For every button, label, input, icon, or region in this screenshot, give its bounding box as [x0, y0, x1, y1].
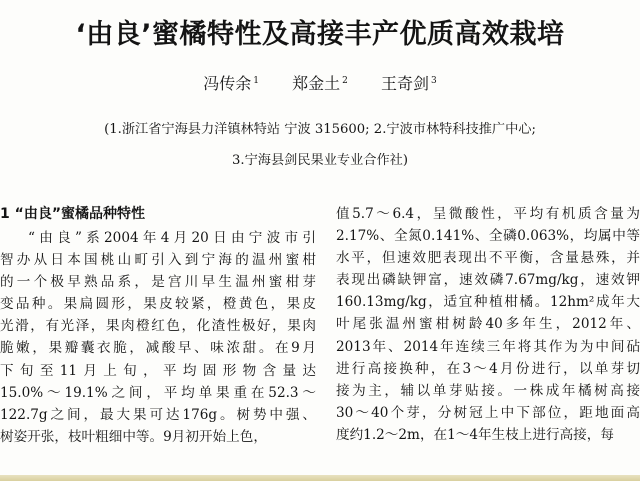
author-name: 郑金土	[292, 74, 341, 93]
body-text-line: 值5.7～6.4，呈微酸性，平均有机质含量为	[336, 206, 640, 222]
author	[203, 71, 259, 94]
author	[381, 71, 437, 94]
body-text-line: 接为主，辅以单芽贴接。一株成年橘树高接	[336, 382, 640, 399]
body-text-line: 30～40个芽，分树冠上中下部位，距地面高	[336, 404, 640, 421]
body-text-line: 下旬至11月上旬，平均固形物含量达	[0, 362, 316, 379]
right-column	[336, 203, 640, 446]
section-heading: 1 “由良”蜜橘品种特性	[0, 206, 146, 222]
author-name: 王奇剑	[380, 74, 429, 93]
body-text-line: “由良”系2004年4月20日由宁波市引	[28, 230, 316, 246]
article-title: ‘由良’蜜橘特性及高接丰产优质高效栽培	[75, 19, 565, 50]
body-text-line: 水平，但速效肥表现出不平衡，含量悬殊，并	[336, 250, 640, 267]
author-affiliation-mark: 1	[253, 76, 260, 86]
body-text-line: 叶尾张温州蜜柑树龄40多年生，2012年、	[336, 316, 640, 333]
body-text-line: 的一个极早熟品系，是宫川早生温州蜜柑芽	[0, 274, 316, 291]
author-affiliation-mark: 2	[342, 76, 348, 86]
page-bottom-border	[0, 475, 640, 481]
body-text-line: 进行高接换种，在3～4月份进行，以单芽切	[336, 360, 640, 377]
body-text-line: 脆嫩，果瓣囊衣脆，减酸早、味浓甜。在9月	[0, 340, 316, 357]
author-list	[0, 71, 640, 94]
body-text-line: 122.7g之间，最大果可达176g。树势中强、	[0, 406, 316, 423]
author	[292, 71, 348, 94]
body-text-line: 变品种。果扁圆形，果皮较紧，橙黄色，果皮	[0, 296, 316, 313]
author-affiliation-mark: 3	[430, 76, 437, 86]
left-column	[0, 203, 316, 448]
body-text-line: 2.17%、全氮0.141%、全磷0.063%，均属中等	[336, 228, 640, 245]
body-text-line: 表现出磷缺钾富，速效磷7.67mg/kg，速效钾	[336, 272, 640, 289]
body-text-line: 光滑，有光泽，果肉橙红色，化渣性极好，果肉	[0, 318, 316, 335]
body-text-line: 树姿开张，枝叶粗细中等。9月初开始上色，	[0, 428, 267, 445]
body-text-line: 度约1.2～2m，在1～4年生枝上进行高接，每	[336, 426, 614, 443]
body-text-line: 智办从日本国桃山町引入到宁海的温州蜜柑	[0, 252, 316, 269]
body-text-line: 2013年、2014年连续三年将其作为为中间砧	[336, 338, 640, 355]
affiliation-line: 3.宁海县剑民果业专业合作社)	[232, 153, 408, 168]
body-text-line: 160.13mg/kg，适宜种植柑橘。12hm²成年大	[336, 294, 640, 311]
body-text-line: 15.0%～19.1%之间，平均单果重在52.3～	[0, 384, 316, 401]
affiliation-line: (1.浙江省宁海县力洋镇林特站 宁波 315600; 2.宁波市林特科技推广中心;	[104, 122, 536, 137]
author-name: 冯传余	[203, 74, 252, 93]
